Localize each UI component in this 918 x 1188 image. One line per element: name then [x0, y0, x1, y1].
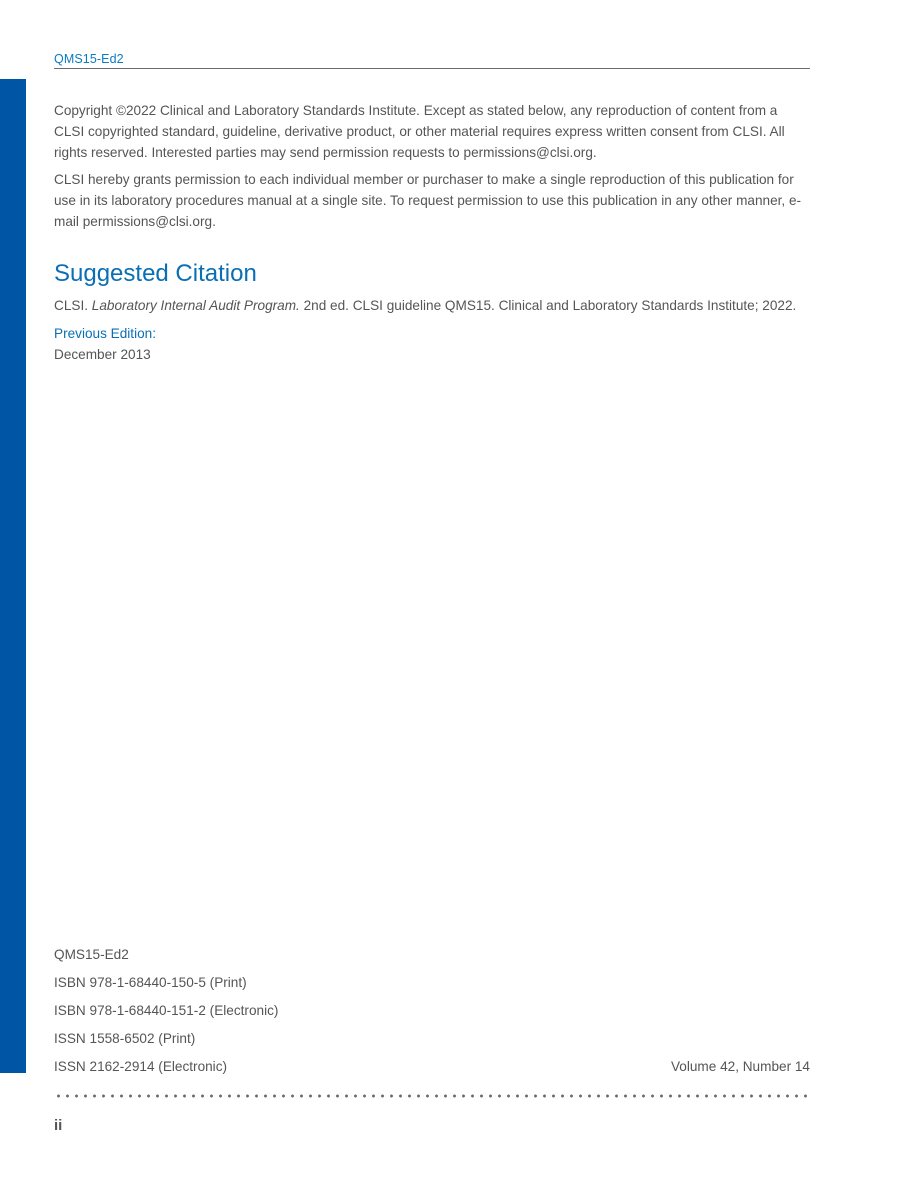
- identifier-item: ISBN 978-1-68440-151-2 (Electronic): [54, 1003, 279, 1018]
- identifier-item: ISSN 2162-2914 (Electronic): [54, 1059, 228, 1074]
- copyright-block: [54, 100, 810, 238]
- previous-edition-date: December 2013: [54, 347, 151, 362]
- footer-dotted-rule: [54, 1094, 810, 1098]
- citation-title: Laboratory Internal Audit Program.: [91, 298, 300, 313]
- citation-suffix: 2nd ed. CLSI guideline QMS15. Clinical and Laboratory Standards Institute; 2022.: [299, 298, 797, 313]
- citation-text: [54, 296, 814, 316]
- header-doc-code: QMS15-Ed2: [54, 52, 124, 66]
- volume-number: Volume 42, Number 14: [670, 1059, 810, 1074]
- identifier-item: QMS15-Ed2: [54, 947, 129, 962]
- identifier-list: [54, 945, 278, 1085]
- previous-edition-label: Previous Edition:: [54, 326, 157, 341]
- page-number: ii: [54, 1117, 63, 1134]
- citation-heading: Suggested Citation: [54, 260, 257, 287]
- copyright-paragraph: Copyright ©2022 Clinical and Laboratory Standards Institute. Except as stated below, any reproduction of content from a CLSI copyrighted standard, guideline, derivative product, or other material requires express written consent from CLSI. All rights reserved. Interested parties may send permission requests to permissions@clsi.org.: [54, 103, 785, 160]
- citation-prefix: CLSI.: [54, 298, 92, 313]
- identifier-item: ISSN 1558-6502 (Print): [54, 1031, 196, 1046]
- header-rule: [54, 68, 810, 69]
- identifier-item: ISBN 978-1-68440-150-5 (Print): [54, 975, 247, 990]
- side-accent-bar: [0, 79, 26, 1073]
- permission-paragraph: CLSI hereby grants permission to each individual member or purchaser to make a single reproduction of this publication for use in its laboratory procedures manual at a single site. To request permission to use this publication in any other manner, e-mail permissions@clsi.org.: [54, 172, 802, 229]
